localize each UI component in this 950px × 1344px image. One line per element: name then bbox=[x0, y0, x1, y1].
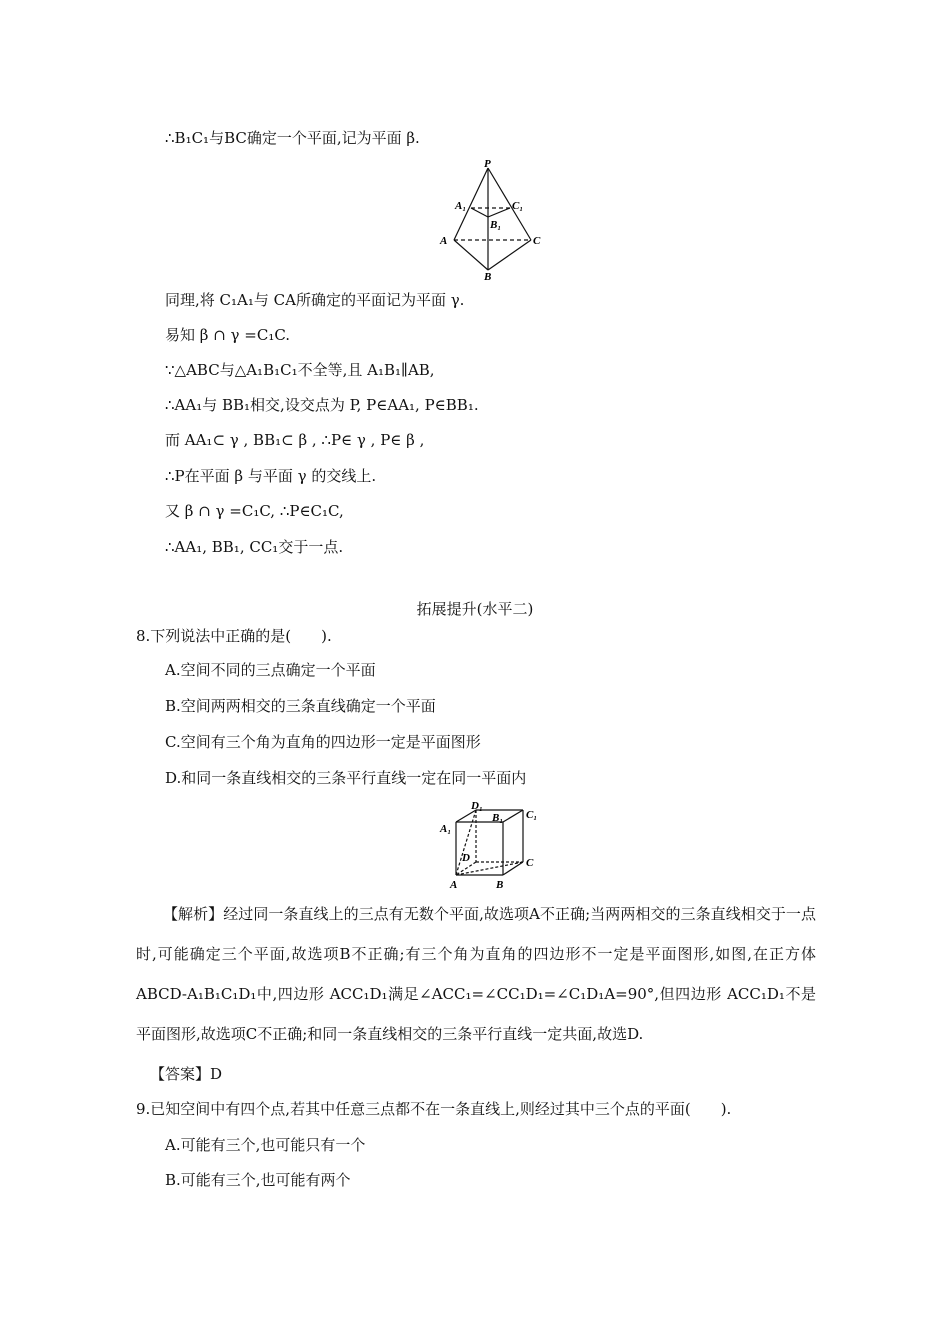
q8-option-d: D.和同一条直线相交的三条平行直线一定在同一平面内 bbox=[165, 769, 527, 787]
label-D: D bbox=[462, 852, 470, 864]
proof-line-7: ∴P在平面 β 与平面 γ 的交线上. bbox=[165, 467, 377, 485]
proof-line-8: 又 β ∩ γ =C₁C, ∴P∈C₁C, bbox=[165, 502, 344, 520]
answer-tag: 【答案】 bbox=[150, 1065, 211, 1083]
label-C1: C₁ bbox=[526, 809, 538, 821]
answer-value: D bbox=[210, 1065, 223, 1083]
label-D1: D₁ bbox=[471, 800, 483, 812]
label-A: A bbox=[440, 235, 448, 247]
proof-line-3: 易知 β ∩ γ =C₁C. bbox=[165, 326, 291, 344]
q8-option-a: A.空间不同的三点确定一个平面 bbox=[165, 661, 376, 679]
section-title: 拓展提升(水平二) bbox=[416, 600, 534, 618]
label-C1: C₁ bbox=[512, 200, 524, 212]
label-C: C bbox=[533, 235, 541, 247]
proof-line-5: ∴AA₁与 BB₁相交,设交点为 P, P∈AA₁, P∈BB₁. bbox=[165, 396, 479, 414]
label-C: C bbox=[526, 857, 534, 869]
pyramid-frustum-figure bbox=[436, 160, 548, 280]
proof-line-2: 同理,将 C₁A₁与 CA所确定的平面记为平面 γ. bbox=[165, 291, 465, 309]
analysis-text: 经过同一条直线上的三点有无数个平面,故选项A不正确;当两两相交的三条直线相交于一点时,可能确定三个平面,故选项B不正确;有三个角为直角的四边形不一定是平面图形,如图,在正方体 ABCD-A₁B₁C₁D₁中,四边形 ACC₁D₁满足∠ACC₁=∠CC₁D₁=∠C₁D₁A=90°,但四边形 ACC₁D₁不是平面图形,故选项C不正确;和同一条直线相交的三条平行直线一定共面,故选D. bbox=[136, 905, 816, 1043]
q9-option-a: A.可能有三个,也可能只有一个 bbox=[165, 1136, 366, 1154]
q8-option-c: C.空间有三个角为直角的四边形一定是平面图形 bbox=[165, 733, 481, 751]
label-A1: A₁ bbox=[440, 823, 452, 835]
q8-stem: 8.下列说法中正确的是( ). bbox=[136, 627, 332, 645]
cube-figure bbox=[438, 800, 548, 892]
proof-line-6: 而 AA₁⊂ γ , BB₁⊂ β , ∴P∈ γ , P∈ β , bbox=[165, 431, 425, 449]
label-B1: B₁ bbox=[492, 812, 504, 824]
q9-stem: 9.已知空间中有四个点,若其中任意三点都不在一条直线上,则经过其中三个点的平面( ). bbox=[136, 1100, 732, 1118]
label-A1: A₁ bbox=[455, 200, 467, 212]
label-P: P bbox=[484, 160, 491, 170]
label-A: A bbox=[450, 879, 458, 891]
label-B1: B₁ bbox=[490, 219, 502, 231]
label-B: B bbox=[496, 879, 504, 891]
q9-option-b: B.可能有三个,也可能有两个 bbox=[165, 1171, 351, 1189]
q8-answer bbox=[150, 1064, 222, 1084]
label-B: B bbox=[484, 271, 492, 280]
analysis-tag: 【解析】 bbox=[163, 905, 224, 923]
proof-line-1: ∴B₁C₁与BC确定一个平面,记为平面 β. bbox=[165, 129, 420, 147]
proof-line-9: ∴AA₁, BB₁, CC₁交于一点. bbox=[165, 538, 344, 556]
q8-option-b: B.空间两两相交的三条直线确定一个平面 bbox=[165, 697, 436, 715]
q8-analysis bbox=[136, 894, 816, 1054]
proof-line-4: ∵△ABC与△A₁B₁C₁不全等,且 A₁B₁∥AB, bbox=[165, 361, 435, 379]
